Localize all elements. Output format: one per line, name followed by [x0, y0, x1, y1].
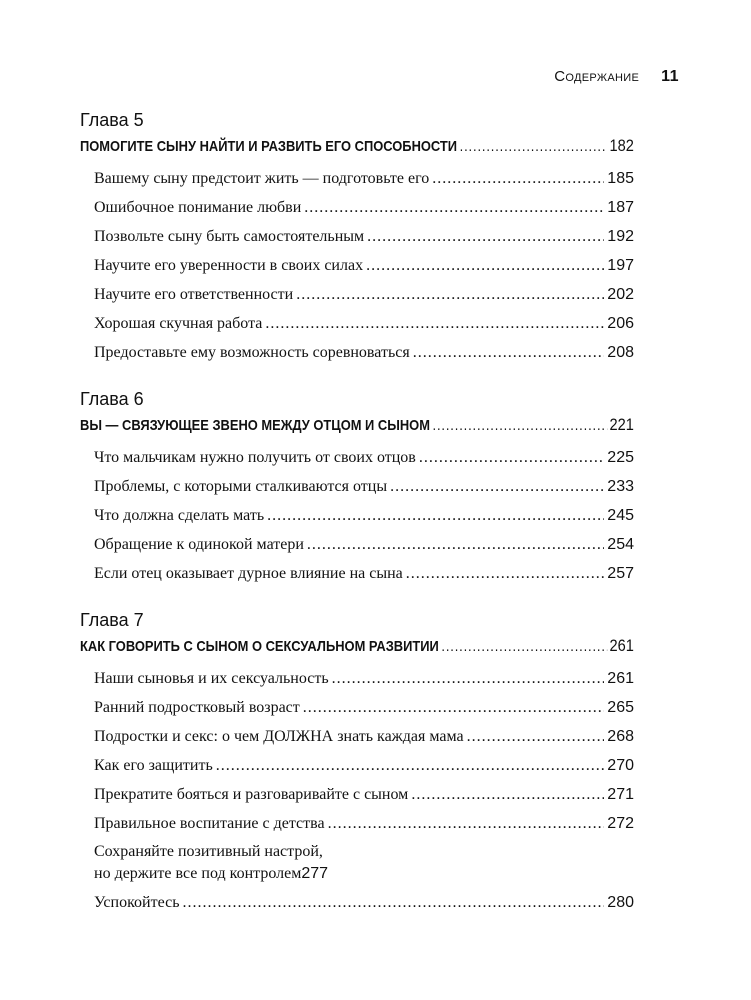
chapter-title-line[interactable] — [80, 413, 634, 437]
entry-page: 271 — [607, 786, 634, 803]
chapter-title: ВЫ — СВЯЗУЮЩЕЕ ЗВЕНО МЕЖДУ ОТЦОМ И СЫНОМ — [80, 417, 430, 434]
entry-page: 197 — [607, 257, 634, 274]
entry-title: Как его защитить — [94, 757, 213, 774]
entry-page: 185 — [607, 170, 634, 187]
entry-page: 268 — [607, 728, 634, 745]
entry-page: 261 — [607, 670, 634, 687]
entry-title: Что мальчикам нужно получить от своих отцов — [94, 449, 416, 466]
chapter-label: Глава 5 — [80, 110, 144, 130]
chapter-7 — [80, 608, 634, 917]
dot-leader — [367, 222, 604, 251]
entry-page: 270 — [607, 757, 634, 774]
page-number: 11 — [661, 68, 679, 85]
toc-entry[interactable] — [80, 838, 634, 888]
entry-title: Проблемы, с которыми сталкиваются отцы — [94, 478, 388, 495]
chapter-title-line[interactable] — [80, 634, 634, 658]
entry-title: Ошибочное понимание любви — [94, 199, 302, 216]
toc-entry[interactable] — [80, 559, 634, 588]
toc-entry[interactable] — [80, 443, 634, 472]
entry-title: Позвольте сыну быть самостоятельным — [94, 228, 365, 245]
toc-entry[interactable] — [80, 664, 634, 693]
toc-entry[interactable] — [80, 780, 634, 809]
chapter-page: 221 — [609, 415, 634, 434]
entry-title: Что должна сделать мать — [94, 507, 265, 524]
chapter-page: 261 — [609, 636, 634, 655]
dot-leader — [390, 472, 604, 501]
dot-leader — [432, 164, 604, 193]
chapter-6 — [80, 387, 634, 588]
dot-leader — [182, 888, 604, 917]
entry-page: 254 — [607, 536, 634, 553]
dot-leader — [303, 693, 605, 722]
entry-title: Хорошая скучная работа — [94, 315, 263, 332]
toc-entry[interactable] — [80, 530, 634, 559]
toc-entry[interactable] — [80, 809, 634, 838]
entry-title: Ранний подростковый возраст — [94, 699, 300, 716]
entry-title: Научите его ответственности — [94, 286, 294, 303]
entry-page: 192 — [607, 228, 634, 245]
dot-leader — [332, 664, 605, 693]
entry-page: 272 — [607, 815, 634, 832]
dot-leader — [267, 501, 604, 530]
section-title: Содержание — [554, 68, 640, 85]
dot-leader — [366, 251, 604, 280]
entry-title-line1: Сохраняйте позитивный настрой, — [94, 843, 323, 860]
dot-leader — [419, 443, 604, 472]
dot-leader — [411, 780, 604, 809]
dot-leader — [406, 559, 605, 588]
dot-leader — [441, 635, 606, 659]
toc-entry[interactable] — [80, 338, 634, 367]
chapter-title-line[interactable] — [80, 134, 634, 158]
entry-page: 187 — [607, 199, 634, 216]
dot-leader — [467, 722, 605, 751]
entry-title: Прекратите бояться и разговаривайте с сыном — [94, 786, 409, 803]
entry-title: Правильное воспитание с детства — [94, 815, 325, 832]
dot-leader — [265, 309, 604, 338]
dot-leader — [307, 530, 604, 559]
chapter-5 — [80, 108, 634, 367]
entry-page: 257 — [607, 565, 634, 582]
entry-page: 233 — [607, 478, 634, 495]
toc-entry[interactable] — [80, 751, 634, 780]
toc-entry[interactable] — [80, 693, 634, 722]
dot-leader — [460, 135, 607, 159]
toc-entry[interactable] — [80, 164, 634, 193]
toc-entry[interactable] — [80, 280, 634, 309]
entry-title: Наши сыновья и их сексуальность — [94, 670, 329, 687]
dot-leader — [328, 809, 605, 838]
entry-title: Вашему сыну предстоит жить — подготовьте его — [94, 170, 430, 187]
toc-entry[interactable] — [80, 222, 634, 251]
entry-page: 202 — [607, 286, 634, 303]
chapter-title: КАК ГОВОРИТЬ С СЫНОМ О СЕКСУАЛЬНОМ РАЗВИТИИ — [80, 638, 439, 655]
chapter-label: Глава 6 — [80, 389, 144, 409]
entry-page: 245 — [607, 507, 634, 524]
toc-entry[interactable] — [80, 472, 634, 501]
dot-leader — [296, 280, 604, 309]
dot-leader — [433, 414, 607, 438]
toc-entry[interactable] — [80, 251, 634, 280]
entry-page: 208 — [607, 344, 634, 361]
entry-page: 280 — [607, 894, 634, 911]
toc-entry[interactable] — [80, 722, 634, 751]
dot-leader — [413, 338, 605, 367]
entry-title: но держите все под контролем — [94, 865, 302, 882]
toc-entry[interactable] — [80, 309, 634, 338]
toc-entry[interactable] — [80, 193, 634, 222]
entry-title: Если отец оказывает дурное влияние на сына — [94, 565, 403, 582]
entry-page: 277 — [301, 865, 329, 882]
entry-page: 265 — [607, 699, 634, 716]
entry-title: Успокойтесь — [94, 894, 180, 911]
chapter-title: ПОМОГИТЕ СЫНУ НАЙТИ И РАЗВИТЬ ЕГО СПОСОБНОСТИ — [80, 138, 458, 155]
entry-title: Научите его уверенности в своих силах — [94, 257, 364, 274]
chapter-page: 182 — [609, 136, 634, 155]
toc-entry[interactable] — [80, 501, 634, 530]
dot-leader — [216, 751, 605, 780]
entry-title: Подростки и секс: о чем ДОЛЖНА знать каждая мама — [94, 728, 464, 745]
dot-leader — [304, 193, 604, 222]
chapter-label: Глава 7 — [80, 610, 144, 630]
entry-title: Предоставьте ему возможность соревноваться — [94, 344, 410, 361]
entry-page: 206 — [607, 315, 634, 332]
running-header — [554, 68, 679, 86]
entry-title: Обращение к одинокой матери — [94, 536, 304, 553]
table-of-contents — [80, 108, 634, 937]
entry-page: 225 — [607, 449, 634, 466]
toc-entry[interactable] — [80, 888, 634, 917]
